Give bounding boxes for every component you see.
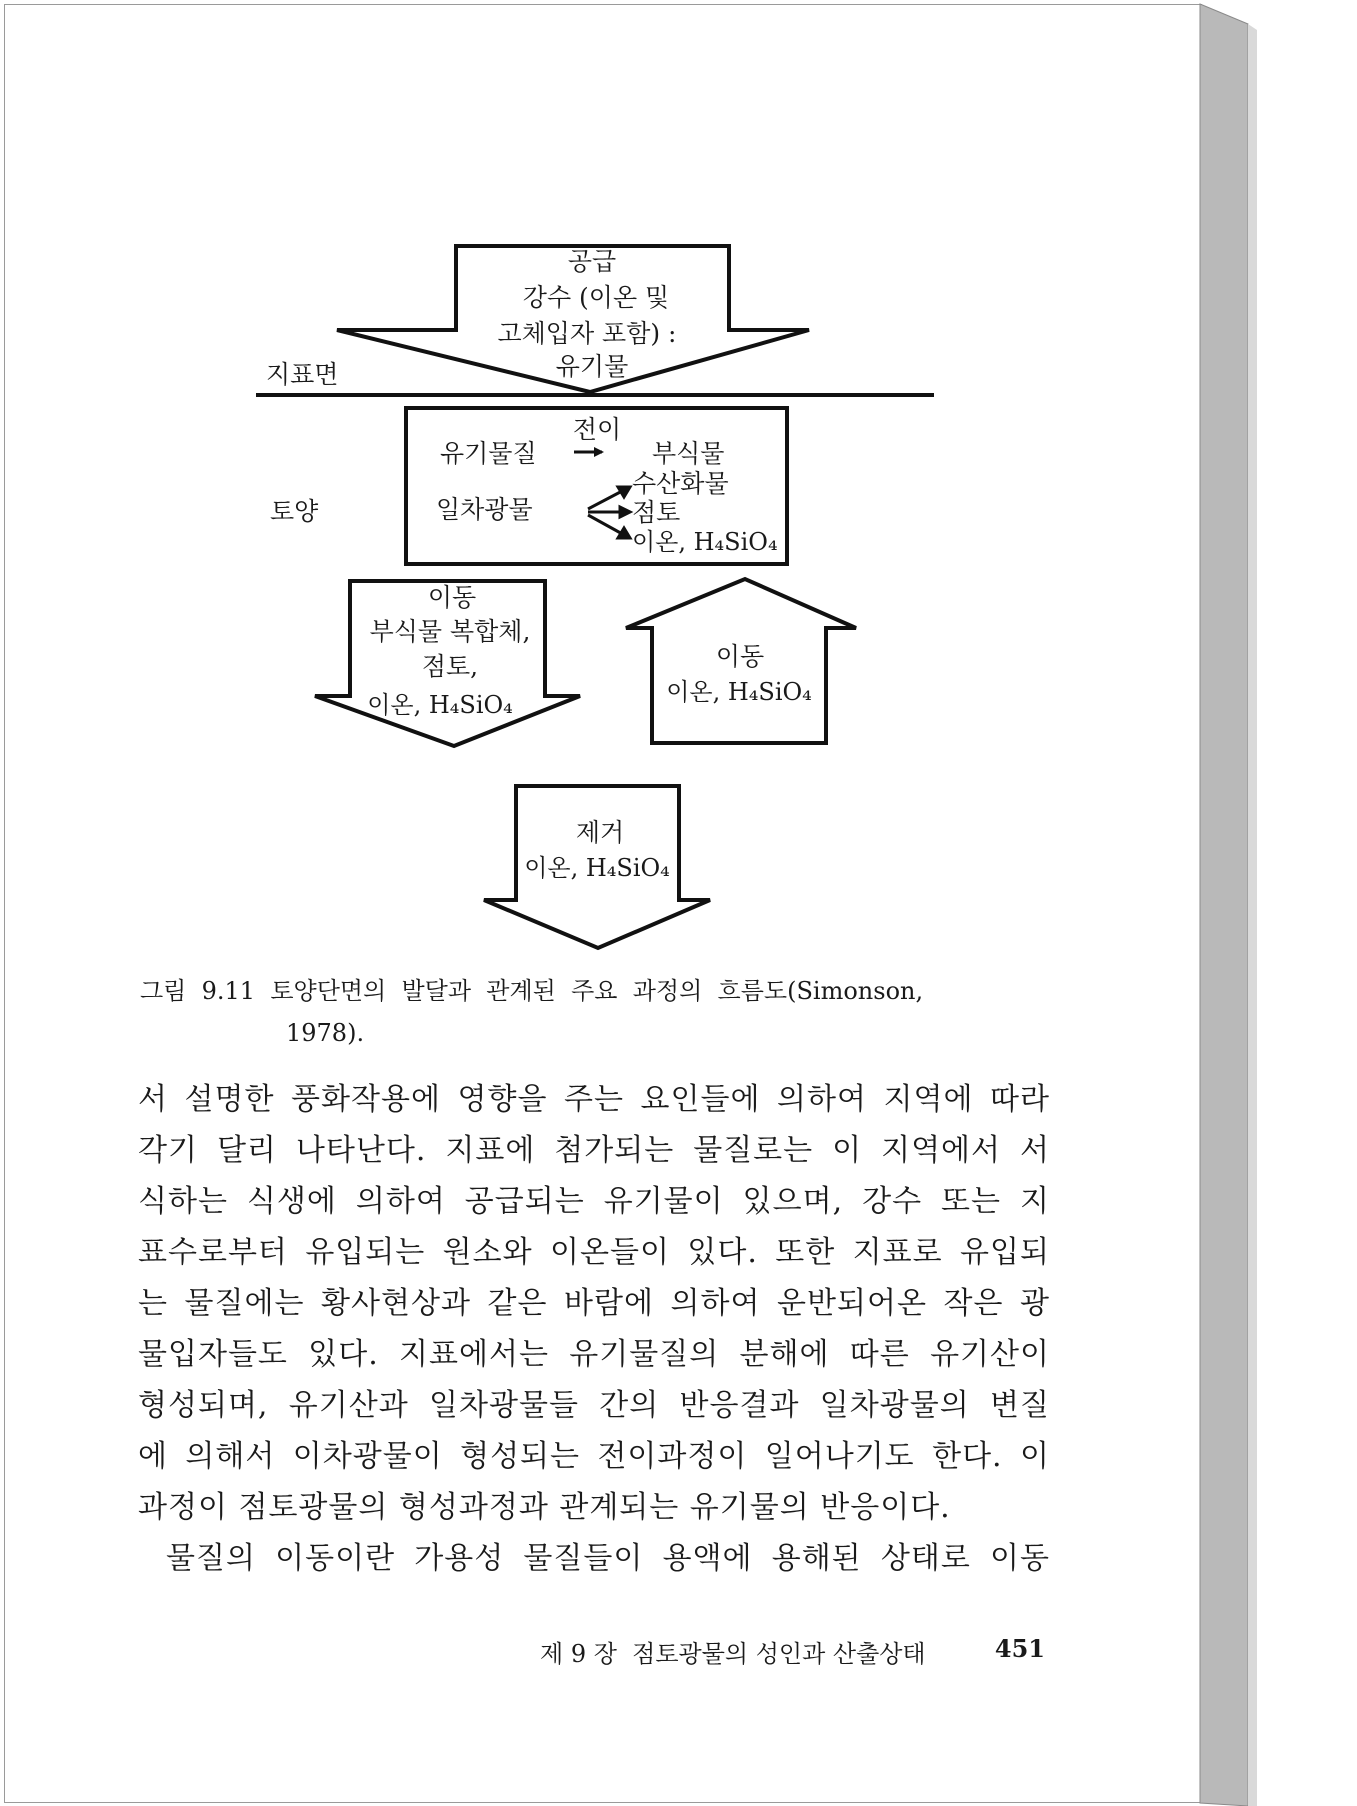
page-number: 451 <box>994 1634 1045 1663</box>
move-down-line1: 부식물 복합체, <box>369 617 531 646</box>
removal-title: 제거 <box>575 818 625 847</box>
move-up-title: 이동 <box>715 642 765 671</box>
primary-minerals-label: 일차광물 <box>436 495 533 524</box>
body-line: 식하는 식생에 의하여 공급되는 유기물이 있으며, 강수 또는 지 <box>138 1184 1050 1219</box>
surface-label: 지표면 <box>266 360 339 389</box>
body-paragraph <box>138 1074 1050 1584</box>
body-line: 서 설명한 풍화작용에 영향을 주는 요인들에 의하여 지역에 따라 <box>138 1082 1050 1117</box>
figure-caption <box>140 970 1060 1054</box>
body-line: 각기 달리 나타난다. 지표에 첨가되는 물질로는 이 지역에서 서 <box>138 1133 1050 1168</box>
organic-matter-label: 유기물질 <box>440 439 537 468</box>
caption-line1: 그림 9.11 토양단면의 발달과 관계된 주요 과정의 흐름도(Simonson, <box>140 977 924 1005</box>
body-line: 는 물질에는 황사현상과 같은 바람에 의하여 운반되어온 작은 광 <box>138 1286 1050 1321</box>
clay-label: 점토 <box>632 498 681 527</box>
soil-label: 토양 <box>270 497 319 526</box>
move-down-line3: 이온, H₄SiO₄ <box>367 691 513 719</box>
body-line: 물질의 이동이란 가용성 물질들이 용액에 용해된 상태로 이동 <box>166 1541 1050 1576</box>
supply-title: 공급 <box>567 247 617 276</box>
body-line: 형성되며, 유기산과 일차광물들 간의 반응결과 일차광물의 변질 <box>138 1388 1050 1423</box>
soil-ions-label: 이온, H₄SiO₄ <box>632 528 778 556</box>
supply-line1: 강수 (이온 및 <box>522 283 670 312</box>
transfer-label: 전이 <box>572 415 622 444</box>
move-down-title: 이동 <box>427 583 477 612</box>
flow-diagram <box>0 0 1200 1000</box>
humus-label: 부식물 <box>652 439 725 468</box>
removal-line1: 이온, H₄SiO₄ <box>524 854 670 882</box>
caption-line2: 1978). <box>286 1019 365 1047</box>
move-down-line2: 점토, <box>421 652 479 681</box>
supply-line2: 고체입자 포함) : <box>497 319 677 348</box>
hydroxides-label: 수산화물 <box>632 469 729 498</box>
body-line: 에 의해서 이차광물이 형성되는 전이과정이 일어나기도 한다. 이 <box>138 1439 1050 1474</box>
chapter-title: 제 9 장 점토광물의 성인과 산출상태 <box>540 1640 926 1668</box>
body-line: 과정이 점토광물의 형성과정과 관계되는 유기물의 반응이다. <box>138 1490 951 1525</box>
move-up-line1: 이온, H₄SiO₄ <box>666 678 812 706</box>
page-footer <box>540 1634 1045 1669</box>
body-line: 표수로부터 유입되는 원소와 이온들이 있다. 또한 지표로 유입되 <box>138 1235 1050 1270</box>
supply-line3: 유기물 <box>555 352 629 381</box>
body-line: 물입자들도 있다. 지표에서는 유기물질의 분해에 따른 유기산이 <box>138 1337 1050 1372</box>
